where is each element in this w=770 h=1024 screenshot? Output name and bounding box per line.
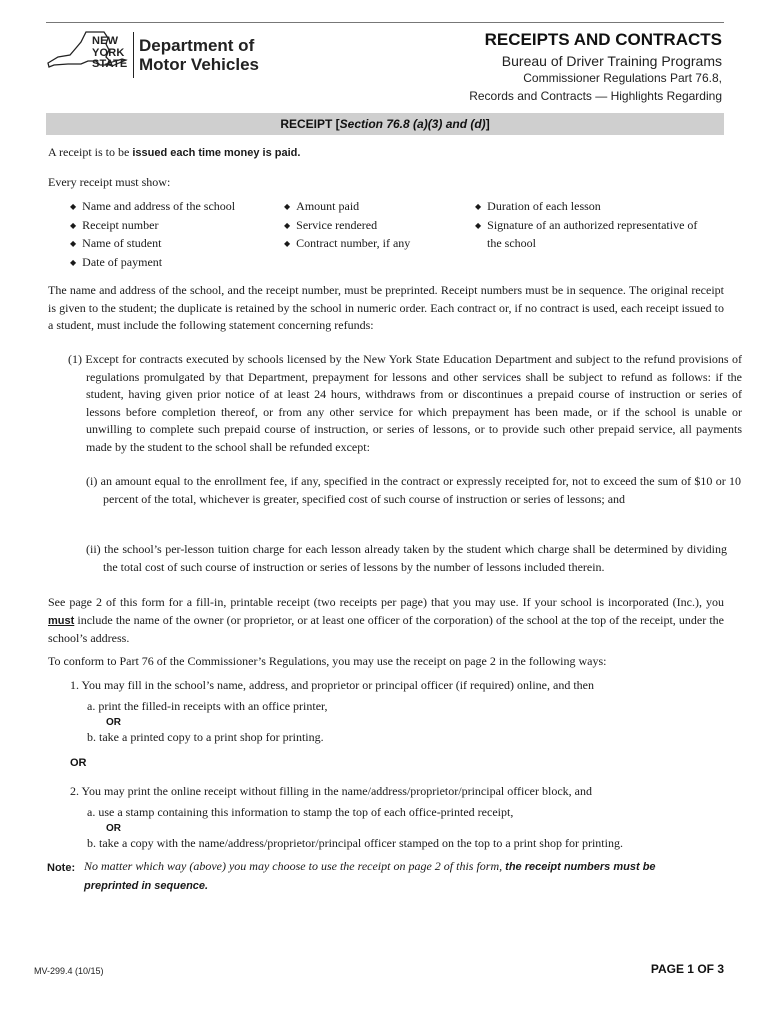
- option-2b: b. take a copy with the name/address/proprietor/principal officer stamped on the top to a print shop for printing.: [87, 836, 623, 850]
- list-item: ◆ Name and address of the school: [70, 198, 235, 217]
- note-text: [84, 858, 704, 895]
- preprint-paragraph: The name and address of the school, and the receipt number, must be preprinted. Receipt numbers must be in sequence. The original receipt is given to the student; the duplicate is retained by the school in numeric order. Each contract or, if no contract is used, each receipt issued to a student, must include the following statement concerning refunds:: [48, 283, 724, 333]
- list-item: ◆ Date of payment: [70, 254, 235, 273]
- note-bold: the receipt numbers must be preprinted in sequence.: [84, 861, 656, 892]
- para2-part-b: include the name of the owner (or proprietor, or at least one officer of the corporation) of the school at the top of the receipt, under the school’s address.: [48, 612, 724, 646]
- logo-dept-line1: Department of: [139, 36, 255, 55]
- intro-text: A receipt is to be: [48, 145, 133, 159]
- para2-part-a: See page 2 of this form for a fill-in, printable receipt (two receipts per page) that you may use. If your school is incorporated (Inc.), you: [48, 595, 724, 609]
- option-2: 2. You may print the online receipt without filling in the name/address/proprietor/principal officer block, and: [70, 784, 592, 798]
- option-1b: b. take a printed copy to a print shop for printing.: [87, 730, 324, 744]
- bullet-column-1: [70, 198, 235, 272]
- list-item: ◆ Name of student: [70, 235, 235, 254]
- logo-state: STATE: [92, 58, 128, 70]
- list-item-continuation: the school: [487, 236, 536, 251]
- logo-york: YORK: [92, 46, 125, 59]
- list-item: ◆ Service rendered: [284, 217, 410, 236]
- option-2a: a. use a stamp containing this information to stamp the top of each office-printed receipt,: [87, 805, 514, 819]
- list-item: ◆ Receipt number: [70, 217, 235, 236]
- option-1a: a. print the filled-in receipts with an office printer,: [87, 699, 328, 713]
- page-title: RECEIPTS AND CONTRACTS: [484, 30, 722, 49]
- page-number: PAGE 1 OF 3: [650, 962, 724, 976]
- list-item: ◆ Duration of each lesson: [475, 198, 697, 217]
- note-label: Note:: [47, 862, 76, 874]
- option-1: 1. You may fill in the school’s name, address, and proprietor or principal officer (if required) online, and then: [70, 678, 594, 692]
- must-emphasis: must: [48, 614, 75, 627]
- section-bar-prefix: RECEIPT [: [280, 117, 340, 131]
- conform-paragraph: To conform to Part 76 of the Commissioner’s Regulations, you may use the receipt on page 2 in the following ways:: [48, 654, 607, 668]
- list-item: ◆ Amount paid: [284, 198, 410, 217]
- every-receipt-heading: Every receipt must show:: [48, 175, 171, 189]
- intro-bold: issued each time money is paid.: [132, 147, 301, 159]
- logo-new: NEW: [92, 35, 119, 47]
- section-bar: [46, 113, 724, 135]
- refund-clause-ii: (ii) the school’s per-lesson tuition charge for each lesson already taken by the student which charge shall be determined by dividing the total cost of such course of instruction or series of lessons by the number of lessons included therein.: [86, 542, 727, 574]
- logo-state-text: [92, 36, 127, 71]
- records-line: Records and Contracts — Highlights Regarding: [469, 89, 722, 103]
- bullet-column-3: [475, 198, 697, 253]
- regulation-line: Commissioner Regulations Part 76.8,: [523, 71, 722, 85]
- section-bar-title: [46, 117, 724, 131]
- option-1-or: OR: [106, 717, 121, 728]
- bureau-name: Bureau of Driver Training Programs: [501, 53, 722, 69]
- refund-clause-1: (1) Except for contracts executed by schools licensed by the New York State Education Department and subject to the refund provisions of regulations promulgated by that Department, prepayment for lessons and other services shall be subject to refund as follows: if the student, having given prior notice of at least 24 hours, withdraws from or discontinues a prepaid course of instruction or series of lessons before completion thereof, or from any other service for which prepayment has been made, or if the school is unable or unwilling to complete such prepaid course of instruction, or series of lessons, or to provide such other prepaid service, all payments made by the student to the school shall be refunded except:: [68, 352, 742, 454]
- option-2-or: OR: [106, 823, 121, 834]
- form-number: MV-299.4 (10/15): [34, 966, 104, 976]
- note-italic: No matter which way (above) you may choose to use the receipt on page 2 of this form,: [84, 859, 506, 873]
- list-item: ◆ Signature of an authorized representative of: [475, 217, 697, 236]
- section-bar-italic: Section 76.8 (a)(3) and (d): [339, 117, 486, 131]
- section-bar-suffix: ]: [485, 117, 490, 131]
- logo-divider: [133, 32, 134, 78]
- or-between-options: OR: [70, 757, 87, 769]
- bullet-column-2: [284, 198, 410, 254]
- logo-dept-line2: Motor Vehicles: [139, 55, 259, 74]
- top-rule: [46, 22, 724, 23]
- intro-line: [48, 144, 300, 163]
- see-page-2-paragraph: [48, 594, 724, 648]
- logo-department: [139, 36, 259, 74]
- list-item: ◆ Contract number, if any: [284, 235, 410, 254]
- refund-clause-i: (i) an amount equal to the enrollment fee, if any, specified in the contract or expressly receipted for, not to exceed the sum of $10 or 10 percent of the total, whichever is greater, specified cost of such course of instruction or series of lessons; and: [86, 474, 741, 506]
